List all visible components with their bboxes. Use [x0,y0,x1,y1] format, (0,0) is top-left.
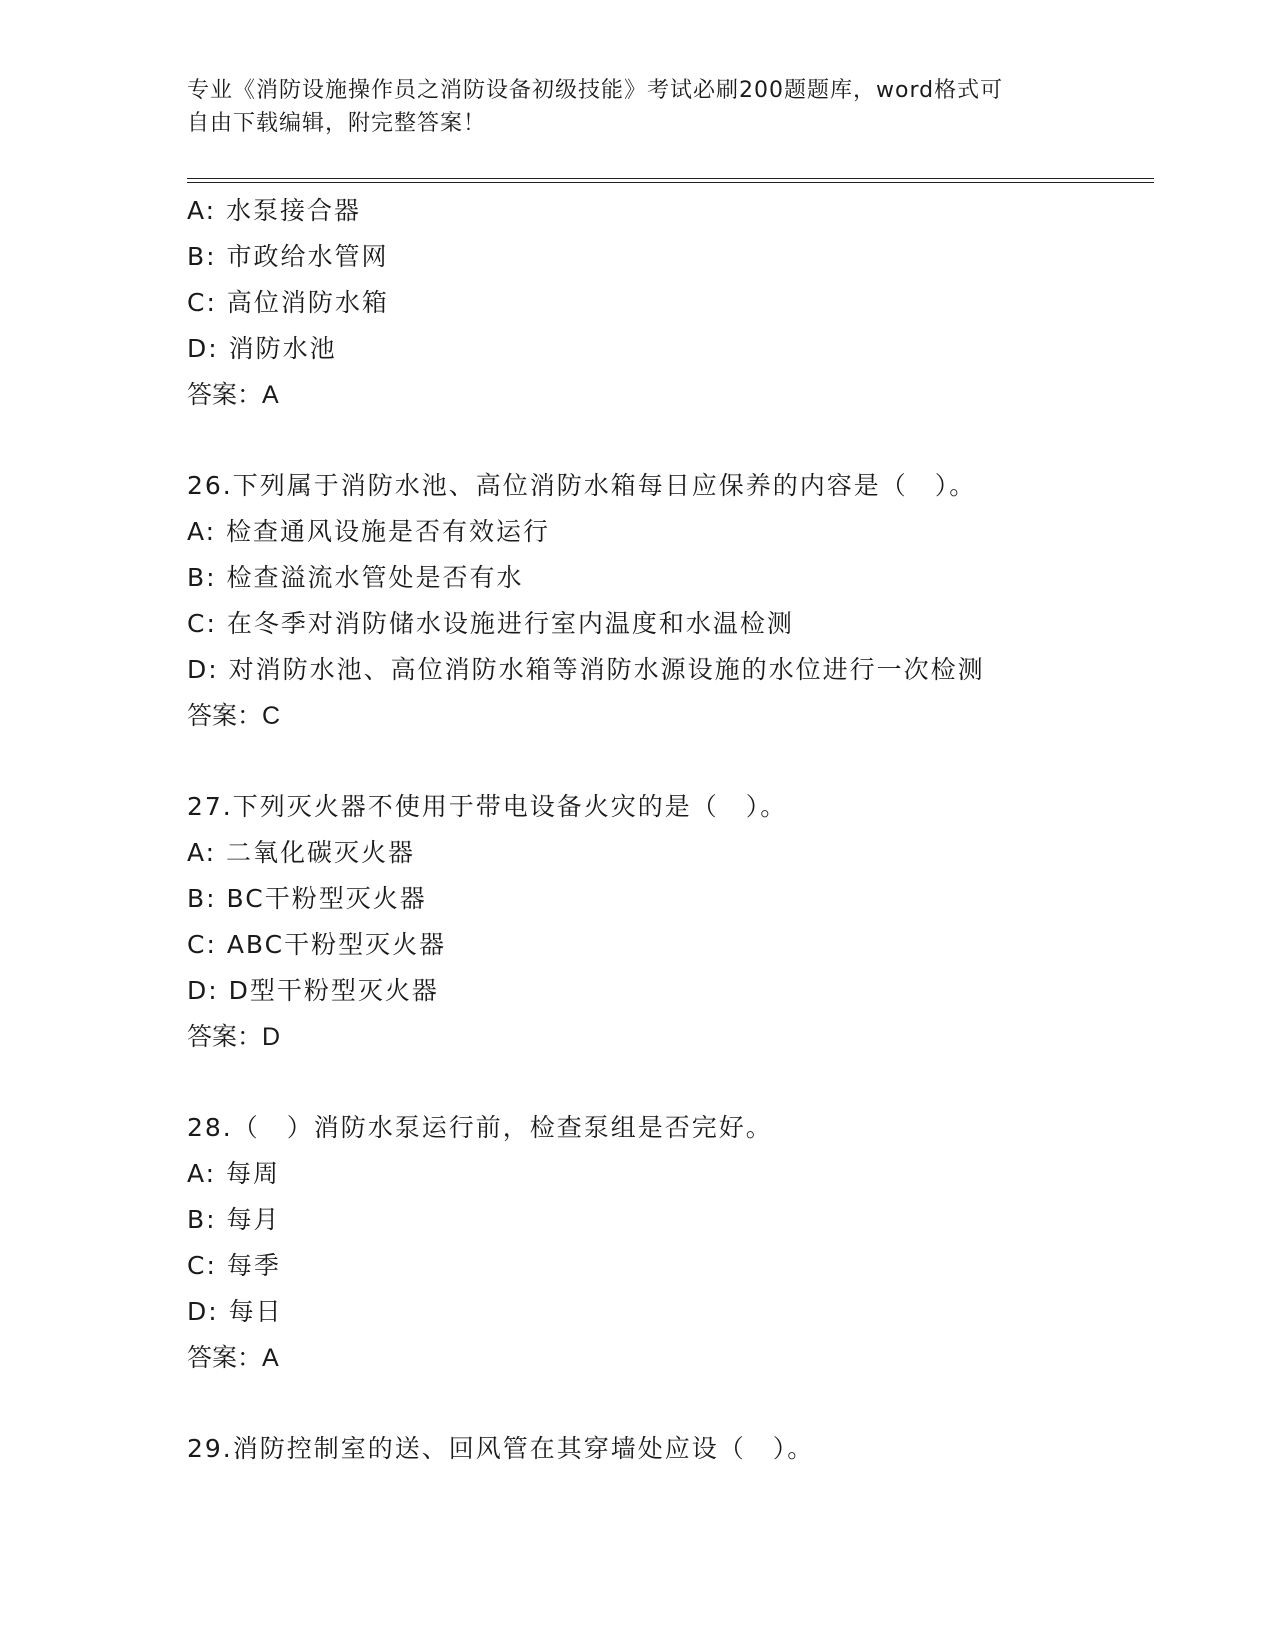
option-c: C: 每季 [187,1251,281,1280]
option-d: D: 消防水池 [187,334,337,363]
question-text: 29.消防控制室的送、回风管在其穿墙处应设（ ）。 [187,1434,815,1463]
answer-line: 答案：A [187,381,279,409]
question-27-block [187,784,1154,1060]
option-b: B: BC干粉型灭火器 [187,884,427,913]
question-text: 27.下列灭火器不使用于带电设备火灾的是（ ）。 [187,792,788,821]
option-c: C: ABC干粉型灭火器 [187,930,447,959]
question-29-block [187,1426,1154,1472]
option-d: D: D型干粉型灭火器 [187,976,439,1005]
answer-line: 答案：D [187,1023,281,1051]
option-d: D: 每日 [187,1297,283,1326]
header-line-1: 专业《消防设施操作员之消防设备初级技能》考试必刷200题题库，word格式可 [187,78,1004,103]
question-25-block [187,188,1154,418]
question-28-block [187,1105,1154,1381]
option-c: C: 高位消防水箱 [187,288,389,317]
page-header [187,74,1067,140]
question-list [187,188,1154,1472]
option-c: C: 在冬季对消防储水设施进行室内温度和水温检测 [187,609,794,638]
option-b: B: 每月 [187,1205,281,1234]
option-a: A: 二氧化碳灭火器 [187,838,416,867]
option-d: D: 对消防水池、高位消防水箱等消防水源设施的水位进行一次检测 [187,655,985,684]
question-26-block [187,463,1154,739]
header-line-2: 自由下载编辑，附完整答案！ [187,111,487,136]
option-b: B: 市政给水管网 [187,242,389,271]
option-a: A: 每周 [187,1159,281,1188]
header-divider [187,178,1154,183]
option-a: A: 水泵接合器 [187,196,362,225]
answer-line: 答案：C [187,702,281,730]
question-text: 28.（ ）消防水泵运行前，检查泵组是否完好。 [187,1113,773,1142]
question-text: 26.下列属于消防水池、高位消防水箱每日应保养的内容是（ ）。 [187,471,977,500]
option-a: A: 检查通风设施是否有效运行 [187,517,551,546]
answer-line: 答案：A [187,1344,279,1372]
option-b: B: 检查溢流水管处是否有水 [187,563,524,592]
